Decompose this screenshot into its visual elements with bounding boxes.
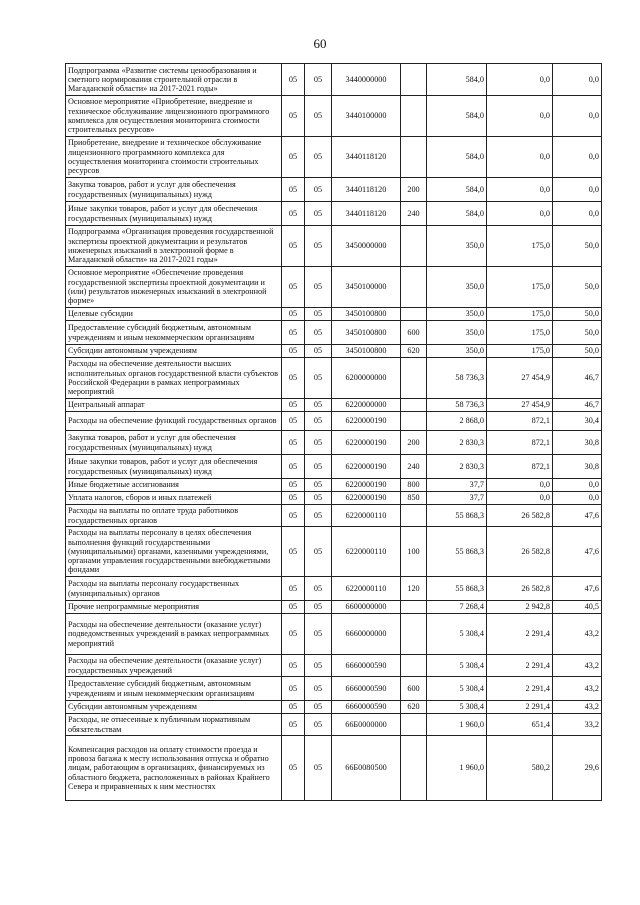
expense-type-cell [401, 137, 427, 178]
target-article-cell: 3440118120 [332, 137, 401, 178]
table-row [66, 412, 602, 431]
target-article-cell: 3440100000 [332, 96, 401, 137]
target-article-cell: 6660000590 [332, 677, 401, 701]
expense-type-cell: 850 [401, 492, 427, 505]
subsection-code-cell: 05 [305, 431, 332, 455]
subsection-code-cell: 05 [305, 308, 332, 321]
table-row [66, 614, 602, 655]
execution-percent-cell: 50,0 [553, 308, 602, 321]
row-name-cell: Расходы на выплаты персоналу государственных (муниципальных) органов [66, 577, 282, 601]
table-row [66, 601, 602, 614]
table-row [66, 431, 602, 455]
execution-percent-cell: 43,2 [553, 677, 602, 701]
executed-amount-cell: 872,1 [487, 412, 553, 431]
section-code-cell: 05 [282, 601, 305, 614]
section-code-cell: 05 [282, 178, 305, 202]
target-article-cell: 3440118120 [332, 202, 401, 226]
table-row [66, 399, 602, 412]
subsection-code-cell: 05 [305, 601, 332, 614]
section-code-cell: 05 [282, 267, 305, 308]
section-code-cell: 05 [282, 701, 305, 714]
subsection-code-cell: 05 [305, 714, 332, 736]
subsection-code-cell: 05 [305, 455, 332, 479]
execution-percent-cell: 43,2 [553, 614, 602, 655]
executed-amount-cell: 2 291,4 [487, 655, 553, 677]
expense-type-cell: 100 [401, 527, 427, 577]
approved-amount-cell: 1 960,0 [427, 736, 487, 801]
subsection-code-cell: 05 [305, 412, 332, 431]
approved-amount-cell: 584,0 [427, 202, 487, 226]
execution-percent-cell: 46,7 [553, 399, 602, 412]
execution-percent-cell: 0,0 [553, 479, 602, 492]
executed-amount-cell: 175,0 [487, 345, 553, 358]
approved-amount-cell: 2 830,3 [427, 455, 487, 479]
target-article-cell: 6220000190 [332, 412, 401, 431]
row-name-cell: Целевые субсидии [66, 308, 282, 321]
execution-percent-cell: 30,8 [553, 455, 602, 479]
table-row [66, 178, 602, 202]
table-row [66, 736, 602, 801]
expense-type-cell [401, 655, 427, 677]
approved-amount-cell: 584,0 [427, 178, 487, 202]
executed-amount-cell: 0,0 [487, 479, 553, 492]
approved-amount-cell: 1 960,0 [427, 714, 487, 736]
table-row [66, 64, 602, 96]
table-row [66, 655, 602, 677]
section-code-cell: 05 [282, 412, 305, 431]
executed-amount-cell: 2 291,4 [487, 677, 553, 701]
subsection-code-cell: 05 [305, 614, 332, 655]
table-row [66, 226, 602, 267]
target-article-cell: 3450100800 [332, 321, 401, 345]
row-name-cell: Закупка товаров, работ и услуг для обеспечения государственных (муниципальных) нужд [66, 178, 282, 202]
approved-amount-cell: 2 830,3 [427, 431, 487, 455]
row-name-cell: Основное мероприятие «Приобретение, внедрение и техническое обслуживание лицензионного программного комплекса для осуществления мониторинга стоимости строительных ресурсов» [66, 96, 282, 137]
table-row [66, 358, 602, 399]
approved-amount-cell: 58 736,3 [427, 399, 487, 412]
expense-type-cell: 120 [401, 577, 427, 601]
subsection-code-cell: 05 [305, 321, 332, 345]
approved-amount-cell: 2 868,0 [427, 412, 487, 431]
table-row [66, 267, 602, 308]
row-name-cell: Компенсация расходов на оплату стоимости проезда и провоза багажа к месту использования отпуска и обратно лицам, работающим в организациях, финансируемых из областного бюджета, расположенных в районах Крайнего Севера и приравненных к ним местностях [66, 736, 282, 801]
execution-percent-cell: 30,8 [553, 431, 602, 455]
subsection-code-cell: 05 [305, 399, 332, 412]
subsection-code-cell: 05 [305, 479, 332, 492]
approved-amount-cell: 58 736,3 [427, 358, 487, 399]
target-article-cell: 6220000190 [332, 455, 401, 479]
subsection-code-cell: 05 [305, 358, 332, 399]
target-article-cell: 6600000000 [332, 601, 401, 614]
row-name-cell: Уплата налогов, сборов и иных платежей [66, 492, 282, 505]
section-code-cell: 05 [282, 431, 305, 455]
subsection-code-cell: 05 [305, 226, 332, 267]
subsection-code-cell: 05 [305, 267, 332, 308]
expense-type-cell [401, 267, 427, 308]
target-article-cell: 6660000590 [332, 701, 401, 714]
table-row [66, 492, 602, 505]
table-row [66, 505, 602, 527]
execution-percent-cell: 47,6 [553, 505, 602, 527]
row-name-cell: Иные закупки товаров, работ и услуг для обеспечения государственных (муниципальных) нужд [66, 202, 282, 226]
execution-percent-cell: 43,2 [553, 701, 602, 714]
approved-amount-cell: 350,0 [427, 321, 487, 345]
row-name-cell: Закупка товаров, работ и услуг для обеспечения государственных (муниципальных) нужд [66, 431, 282, 455]
approved-amount-cell: 7 268,4 [427, 601, 487, 614]
subsection-code-cell: 05 [305, 677, 332, 701]
subsection-code-cell: 05 [305, 505, 332, 527]
approved-amount-cell: 5 308,4 [427, 701, 487, 714]
section-code-cell: 05 [282, 577, 305, 601]
subsection-code-cell: 05 [305, 202, 332, 226]
row-name-cell: Субсидии автономным учреждениям [66, 701, 282, 714]
row-name-cell: Подпрограмма «Развитие системы ценообразования и сметного нормирования строительной отрасли в Магаданской области» на 2017-2021 годы» [66, 64, 282, 96]
approved-amount-cell: 55 868,3 [427, 527, 487, 577]
executed-amount-cell: 651,4 [487, 714, 553, 736]
target-article-cell: 3440000000 [332, 64, 401, 96]
expense-type-cell: 240 [401, 202, 427, 226]
approved-amount-cell: 350,0 [427, 345, 487, 358]
section-code-cell: 05 [282, 64, 305, 96]
execution-percent-cell: 0,0 [553, 137, 602, 178]
section-code-cell: 05 [282, 399, 305, 412]
section-code-cell: 05 [282, 614, 305, 655]
target-article-cell: 6220000190 [332, 431, 401, 455]
execution-percent-cell: 29,6 [553, 736, 602, 801]
execution-percent-cell: 47,6 [553, 577, 602, 601]
execution-percent-cell: 47,6 [553, 527, 602, 577]
executed-amount-cell: 0,0 [487, 492, 553, 505]
section-code-cell: 05 [282, 505, 305, 527]
budget-table [65, 63, 602, 801]
section-code-cell: 05 [282, 321, 305, 345]
execution-percent-cell: 50,0 [553, 267, 602, 308]
execution-percent-cell: 46,7 [553, 358, 602, 399]
row-name-cell: Подпрограмма «Организация проведения государственной экспертизы проектной документации и результатов инженерных изысканий в электронной форме в Магаданской области» на 2017-2021 годы» [66, 226, 282, 267]
expense-type-cell [401, 226, 427, 267]
target-article-cell: 6220000190 [332, 492, 401, 505]
table-row [66, 527, 602, 577]
execution-percent-cell: 40,5 [553, 601, 602, 614]
executed-amount-cell: 175,0 [487, 267, 553, 308]
execution-percent-cell: 0,0 [553, 64, 602, 96]
approved-amount-cell: 584,0 [427, 137, 487, 178]
expense-type-cell: 620 [401, 701, 427, 714]
table-row [66, 321, 602, 345]
expense-type-cell: 800 [401, 479, 427, 492]
execution-percent-cell: 30,4 [553, 412, 602, 431]
table-body [66, 64, 602, 801]
approved-amount-cell: 350,0 [427, 267, 487, 308]
row-name-cell: Расходы на обеспечение деятельности (оказание услуг) подведомственных учреждений в рамках непрограммных мероприятий [66, 614, 282, 655]
expense-type-cell [401, 505, 427, 527]
approved-amount-cell: 350,0 [427, 226, 487, 267]
execution-percent-cell: 0,0 [553, 96, 602, 137]
target-article-cell: 3450000000 [332, 226, 401, 267]
section-code-cell: 05 [282, 714, 305, 736]
target-article-cell: 3450100000 [332, 267, 401, 308]
approved-amount-cell: 584,0 [427, 64, 487, 96]
executed-amount-cell: 580,2 [487, 736, 553, 801]
subsection-code-cell: 05 [305, 655, 332, 677]
row-name-cell: Расходы на обеспечение деятельности (оказание услуг) государственных учреждений [66, 655, 282, 677]
section-code-cell: 05 [282, 479, 305, 492]
executed-amount-cell: 175,0 [487, 321, 553, 345]
target-article-cell: 3450100800 [332, 308, 401, 321]
row-name-cell: Иные бюджетные ассигнования [66, 479, 282, 492]
executed-amount-cell: 26 582,8 [487, 527, 553, 577]
execution-percent-cell: 33,2 [553, 714, 602, 736]
target-article-cell: 6660000590 [332, 655, 401, 677]
target-article-cell: 3450100800 [332, 345, 401, 358]
target-article-cell: 66Б0080500 [332, 736, 401, 801]
expense-type-cell: 200 [401, 178, 427, 202]
table-row [66, 479, 602, 492]
section-code-cell: 05 [282, 527, 305, 577]
table-row [66, 714, 602, 736]
target-article-cell: 6200000000 [332, 358, 401, 399]
subsection-code-cell: 05 [305, 64, 332, 96]
expense-type-cell [401, 412, 427, 431]
target-article-cell: 3440118120 [332, 178, 401, 202]
target-article-cell: 6220000110 [332, 577, 401, 601]
expense-type-cell [401, 601, 427, 614]
row-name-cell: Прочие непрограммные мероприятия [66, 601, 282, 614]
subsection-code-cell: 05 [305, 492, 332, 505]
table-row [66, 308, 602, 321]
executed-amount-cell: 175,0 [487, 308, 553, 321]
executed-amount-cell: 27 454,9 [487, 358, 553, 399]
section-code-cell: 05 [282, 96, 305, 137]
row-name-cell: Расходы на обеспечение функций государственных органов [66, 412, 282, 431]
section-code-cell: 05 [282, 202, 305, 226]
table-row [66, 577, 602, 601]
approved-amount-cell: 55 868,3 [427, 505, 487, 527]
approved-amount-cell: 37,7 [427, 479, 487, 492]
executed-amount-cell: 872,1 [487, 455, 553, 479]
expense-type-cell [401, 399, 427, 412]
expense-type-cell [401, 308, 427, 321]
target-article-cell: 66Б0000000 [332, 714, 401, 736]
section-code-cell: 05 [282, 137, 305, 178]
target-article-cell: 6220000110 [332, 505, 401, 527]
executed-amount-cell: 0,0 [487, 96, 553, 137]
row-name-cell: Расходы на обеспечение деятельности высших исполнительных органов государственной власти субъектов Российской Федерации в рамках непрограммных мероприятий [66, 358, 282, 399]
section-code-cell: 05 [282, 655, 305, 677]
expense-type-cell [401, 714, 427, 736]
section-code-cell: 05 [282, 358, 305, 399]
table-row [66, 137, 602, 178]
executed-amount-cell: 26 582,8 [487, 577, 553, 601]
section-code-cell: 05 [282, 492, 305, 505]
execution-percent-cell: 50,0 [553, 345, 602, 358]
row-name-cell: Иные закупки товаров, работ и услуг для обеспечения государственных (муниципальных) нужд [66, 455, 282, 479]
executed-amount-cell: 0,0 [487, 64, 553, 96]
expense-type-cell [401, 64, 427, 96]
row-name-cell: Субсидии автономным учреждениям [66, 345, 282, 358]
table-row [66, 677, 602, 701]
section-code-cell: 05 [282, 677, 305, 701]
subsection-code-cell: 05 [305, 345, 332, 358]
section-code-cell: 05 [282, 736, 305, 801]
execution-percent-cell: 50,0 [553, 321, 602, 345]
row-name-cell: Расходы на выплаты по оплате труда работников государственных органов [66, 505, 282, 527]
target-article-cell: 6660000000 [332, 614, 401, 655]
section-code-cell: 05 [282, 308, 305, 321]
executed-amount-cell: 26 582,8 [487, 505, 553, 527]
row-name-cell: Расходы на выплаты персоналу в целях обеспечения выполнения функций государственными (муниципальными) органами, казенными учреждениями, органами управления государственными внебюджетными фондами [66, 527, 282, 577]
expense-type-cell: 600 [401, 677, 427, 701]
section-code-cell: 05 [282, 226, 305, 267]
row-name-cell: Приобретение, внедрение и техническое обслуживание лицензионного программного комплекса для осуществления мониторинга стоимости строительных ресурсов [66, 137, 282, 178]
row-name-cell: Центральный аппарат [66, 399, 282, 412]
target-article-cell: 6220000190 [332, 479, 401, 492]
row-name-cell: Предоставление субсидий бюджетным, автономным учреждениям и иным некоммерческим организациям [66, 321, 282, 345]
table-row [66, 455, 602, 479]
approved-amount-cell: 5 308,4 [427, 655, 487, 677]
executed-amount-cell: 0,0 [487, 202, 553, 226]
approved-amount-cell: 350,0 [427, 308, 487, 321]
expense-type-cell [401, 736, 427, 801]
execution-percent-cell: 0,0 [553, 202, 602, 226]
target-article-cell: 6220000000 [332, 399, 401, 412]
approved-amount-cell: 5 308,4 [427, 614, 487, 655]
executed-amount-cell: 0,0 [487, 137, 553, 178]
approved-amount-cell: 584,0 [427, 96, 487, 137]
expense-type-cell: 600 [401, 321, 427, 345]
expense-type-cell [401, 96, 427, 137]
approved-amount-cell: 55 868,3 [427, 577, 487, 601]
table-row [66, 345, 602, 358]
expense-type-cell: 200 [401, 431, 427, 455]
table-row [66, 701, 602, 714]
row-name-cell: Расходы, не отнесенные к публичным нормативным обязательствам [66, 714, 282, 736]
expense-type-cell: 240 [401, 455, 427, 479]
section-code-cell: 05 [282, 455, 305, 479]
executed-amount-cell: 2 291,4 [487, 701, 553, 714]
approved-amount-cell: 5 308,4 [427, 677, 487, 701]
approved-amount-cell: 37,7 [427, 492, 487, 505]
subsection-code-cell: 05 [305, 736, 332, 801]
expense-type-cell [401, 614, 427, 655]
subsection-code-cell: 05 [305, 178, 332, 202]
executed-amount-cell: 175,0 [487, 226, 553, 267]
execution-percent-cell: 0,0 [553, 178, 602, 202]
executed-amount-cell: 2 942,8 [487, 601, 553, 614]
subsection-code-cell: 05 [305, 701, 332, 714]
execution-percent-cell: 0,0 [553, 492, 602, 505]
target-article-cell: 6220000110 [332, 527, 401, 577]
subsection-code-cell: 05 [305, 577, 332, 601]
table-row [66, 96, 602, 137]
subsection-code-cell: 05 [305, 137, 332, 178]
execution-percent-cell: 50,0 [553, 226, 602, 267]
row-name-cell: Основное мероприятие «Обеспечение проведения государственной экспертизы проектной документации и (или) результатов инженерных изысканий в электронной форме» [66, 267, 282, 308]
executed-amount-cell: 2 291,4 [487, 614, 553, 655]
executed-amount-cell: 27 454,9 [487, 399, 553, 412]
section-code-cell: 05 [282, 345, 305, 358]
expense-type-cell: 620 [401, 345, 427, 358]
table-row [66, 202, 602, 226]
page-number: 60 [313, 36, 327, 51]
execution-percent-cell: 43,2 [553, 655, 602, 677]
subsection-code-cell: 05 [305, 96, 332, 137]
row-name-cell: Предоставление субсидий бюджетным, автономным учреждениям и иным некоммерческим организациям [66, 677, 282, 701]
expense-type-cell [401, 358, 427, 399]
subsection-code-cell: 05 [305, 527, 332, 577]
executed-amount-cell: 0,0 [487, 178, 553, 202]
executed-amount-cell: 872,1 [487, 431, 553, 455]
